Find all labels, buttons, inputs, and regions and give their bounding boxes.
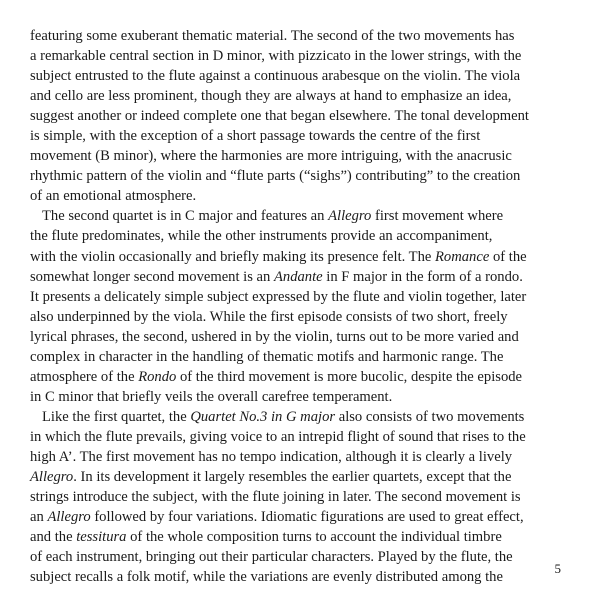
body-text bbox=[30, 26, 570, 587]
text-line bbox=[30, 567, 570, 587]
text-line bbox=[30, 166, 570, 186]
text-run: is simple, with the exception of a short passage towards the centre of the first bbox=[30, 128, 481, 145]
text-run: in C minor that briefly veils the overall carefree temperament. bbox=[30, 388, 393, 405]
text-line bbox=[30, 447, 570, 467]
text-run: rhythmic pattern of the violin and “flute parts (“sighs”) contributing” to the creation bbox=[30, 168, 521, 185]
text-line bbox=[30, 186, 570, 206]
text-line bbox=[30, 527, 570, 547]
text-line bbox=[30, 407, 570, 427]
paragraph bbox=[30, 407, 570, 587]
text-run: complex in character in the handling of thematic motifs and harmonic range. The bbox=[30, 348, 504, 365]
text-run: of the third movement is more bucolic, despite the episode bbox=[176, 368, 523, 385]
italic-text: tessitura bbox=[76, 529, 127, 546]
text-run: . In its development it largely resembles the earlier quartets, except that the bbox=[73, 469, 512, 486]
text-line bbox=[30, 126, 570, 146]
text-run: in F major in the form of a rondo. bbox=[322, 268, 523, 285]
text-line bbox=[30, 26, 570, 46]
text-line bbox=[30, 106, 570, 126]
text-line bbox=[30, 307, 570, 327]
text-run: and cello are less prominent, though they are always at hand to emphasize an idea, bbox=[30, 88, 512, 105]
text-line bbox=[30, 467, 570, 487]
italic-text: Allegro bbox=[47, 509, 91, 526]
text-run: strings introduce the subject, with the flute joining in later. The second movement is bbox=[30, 489, 521, 506]
text-run: lyrical phrases, the second, ushered in by the violin, turns out to be more varied and bbox=[30, 328, 519, 345]
italic-text: Quartet No.3 in G major bbox=[190, 408, 336, 425]
paragraph bbox=[30, 26, 570, 206]
text-line bbox=[30, 487, 570, 507]
text-run: also consists of two movements bbox=[335, 408, 525, 425]
text-run: with the violin occasionally and briefly making its presence felt. The bbox=[30, 248, 435, 265]
text-run: featuring some exuberant thematic material. The second of the two movements has bbox=[30, 28, 515, 44]
text-line bbox=[30, 387, 570, 407]
text-run: of each instrument, bringing out their particular characters. Played by the flute, the bbox=[30, 549, 513, 566]
text-run: and the bbox=[30, 529, 77, 546]
text-line bbox=[30, 86, 570, 106]
italic-text: Rondo bbox=[138, 368, 177, 385]
text-run: followed by four variations. Idiomatic figurations are used to great effect, bbox=[90, 509, 524, 526]
text-line bbox=[30, 347, 570, 367]
text-run: subject recalls a folk motif, while the variations are evenly distributed among the bbox=[30, 569, 503, 586]
text-line bbox=[30, 507, 570, 527]
text-line bbox=[30, 46, 570, 66]
text-run: The second quartet is in C major and features an bbox=[42, 208, 329, 225]
page-number: 5 bbox=[554, 561, 561, 576]
text-line bbox=[30, 427, 570, 447]
text-run: high A’. The first movement has no tempo indication, although it is clearly a lively bbox=[30, 448, 513, 465]
text-run: movement (B minor), where the harmonies are more intriguing, with the anacrusic bbox=[30, 148, 512, 165]
text-run: the flute predominates, while the other instruments provide an accompaniment, bbox=[30, 228, 493, 245]
text-run: Like the first quartet, the bbox=[42, 408, 191, 425]
italic-text: Romance bbox=[435, 248, 490, 265]
text-run: of the whole composition turns to account the individual timbre bbox=[126, 529, 502, 546]
text-line bbox=[30, 66, 570, 86]
italic-text: Allegro bbox=[30, 469, 74, 486]
text-line bbox=[30, 267, 570, 287]
text-run: in which the flute prevails, giving voice to an intrepid flight of sound that rises to the bbox=[30, 428, 526, 445]
text-run: atmosphere of the bbox=[30, 368, 139, 385]
text-run: an bbox=[30, 509, 48, 526]
text-run: of the bbox=[489, 248, 527, 265]
text-line bbox=[30, 206, 570, 226]
italic-text: Andante bbox=[273, 268, 323, 285]
paragraph bbox=[30, 206, 570, 406]
text-line bbox=[30, 287, 570, 307]
text-line bbox=[30, 327, 570, 347]
text-run: a remarkable central section in D minor, with pizzicato in the lower strings, with the bbox=[30, 48, 522, 65]
text-line bbox=[30, 367, 570, 387]
italic-text: Allegro bbox=[328, 208, 372, 225]
text-line bbox=[30, 547, 570, 567]
text-run: suggest another or indeed complete one that began elsewhere. The tonal development bbox=[30, 108, 529, 125]
text-run: It presents a delicately simple subject expressed by the flute and violin together, later bbox=[30, 288, 527, 305]
text-line bbox=[30, 247, 570, 267]
text-run: first movement where bbox=[371, 208, 504, 225]
text-run: also underpinned by the viola. While the first episode consists of two short, freely bbox=[30, 308, 508, 325]
text-run: somewhat longer second movement is an bbox=[30, 268, 274, 285]
text-line bbox=[30, 146, 570, 166]
text-run: of an emotional atmosphere. bbox=[30, 188, 197, 205]
text-line bbox=[30, 226, 570, 246]
text-run: subject entrusted to the flute against a continuous arabesque on the violin. The viola bbox=[30, 68, 521, 85]
